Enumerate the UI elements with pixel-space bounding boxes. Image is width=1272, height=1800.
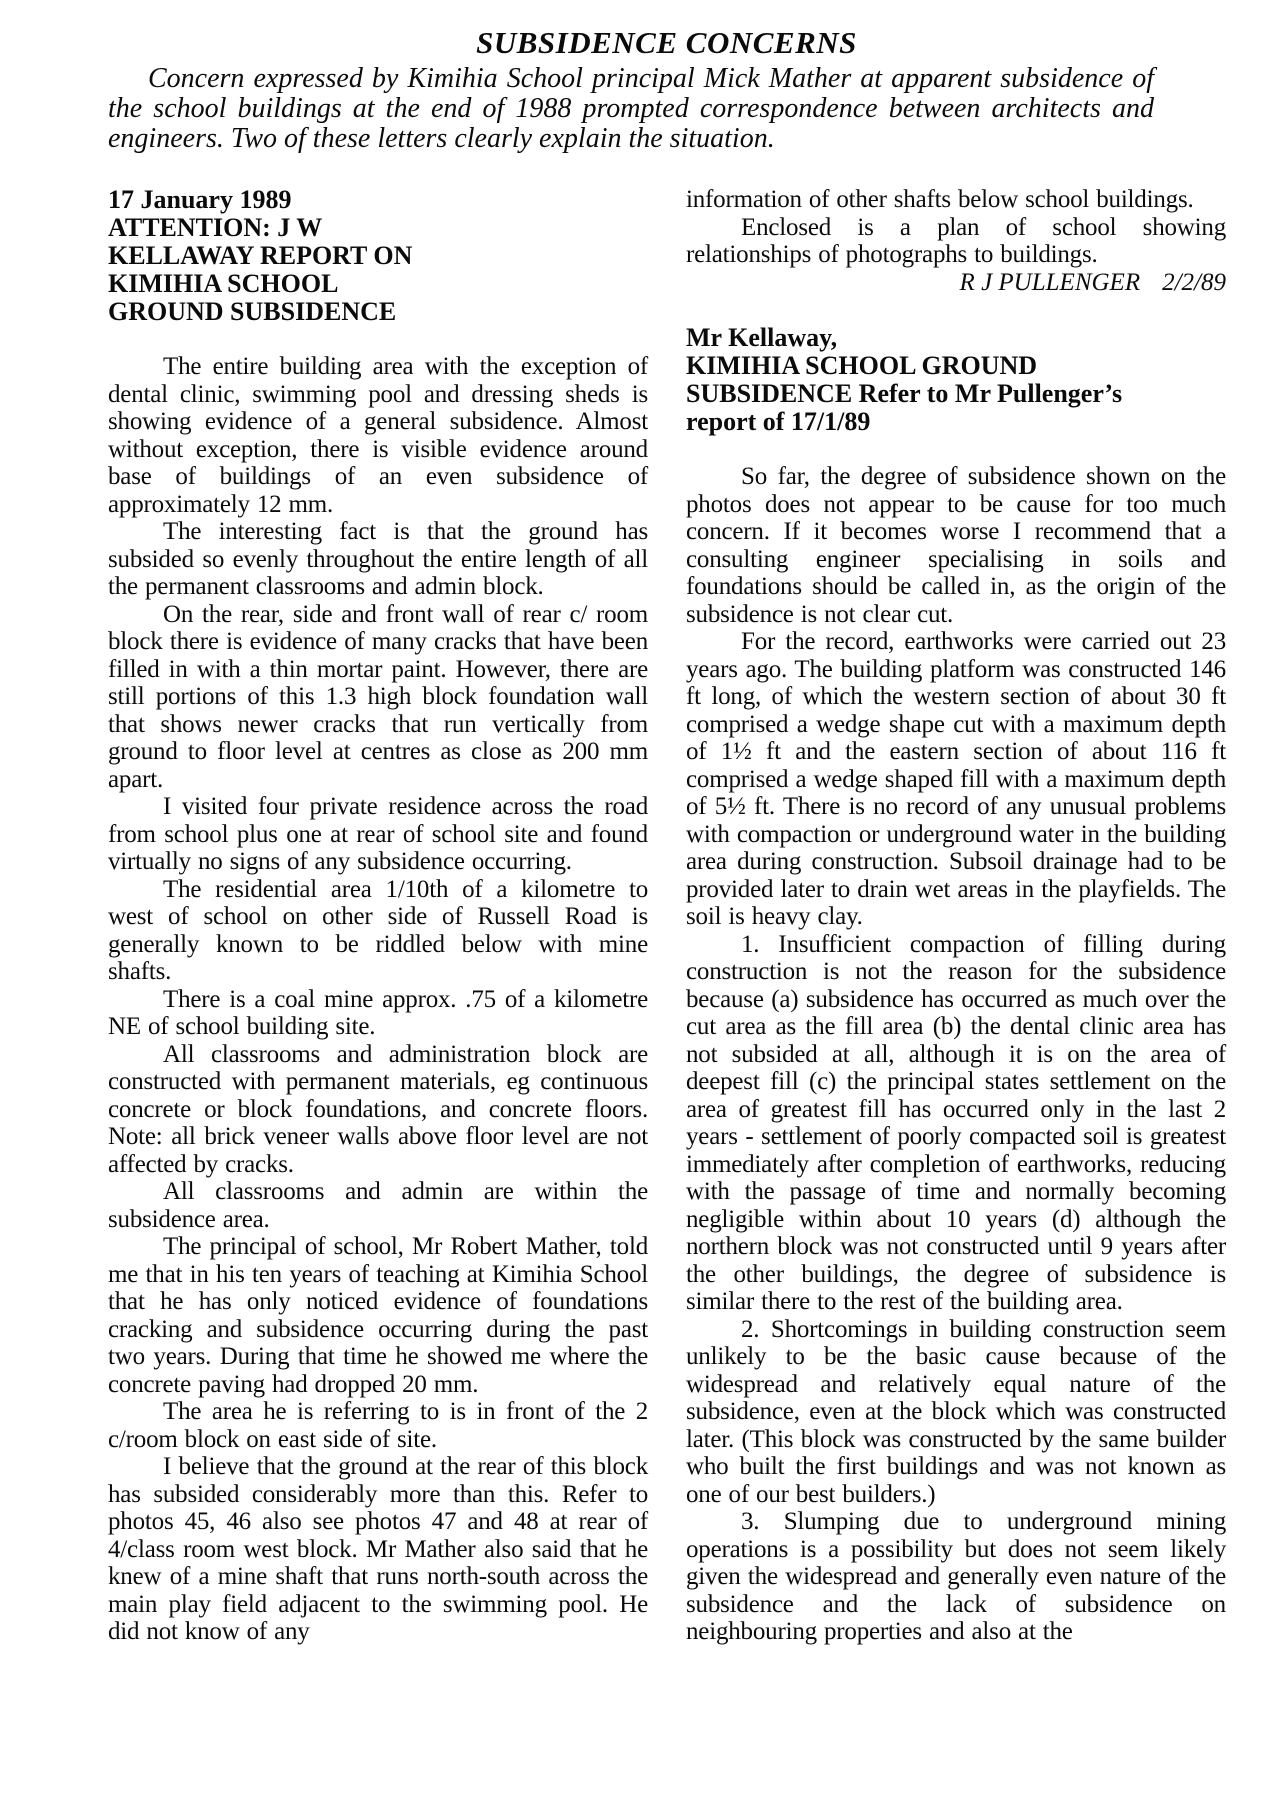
left-column [108, 186, 648, 1646]
letter1-heading [108, 186, 648, 326]
letter1-paragraph-3: On the rear, side and front wall of rear c/ room block there is evidence of many cracks that have been filled in with a thin mortar paint. However, there are still portions of this 1.3 high block foundation wall that shows newer cracks that run vertically from ground to floor level at centres as close as 200 mm apart. [108, 600, 648, 793]
letter1-paragraph-5: The residential area 1/10th of a kilometre to west of school on other side of Russell Road is generally known to be riddled below with mine shafts. [108, 875, 648, 985]
letter2-paragraph-4: 2. Shortcomings in building construction seem unlikely to be the basic cause because of the widespread and relatively equal nature of the subsidence, even at the block which was constructed later. (This block was constructed by the same builder who built the first buildings and was not known as one of our best builders.) [686, 1315, 1226, 1508]
letter2-paragraph-5: 3. Slumping due to underground mining operations is a possibility but does not seem likely given the widespread and generally even nature of the subsidence and the lack of subsidence on neighbouring properties and also at the [686, 1508, 1226, 1645]
letter1-paragraph-1: The entire building area with the exception of dental clinic, swimming pool and dressing sheds is showing evidence of a general subsidence. Almost without exception, there is visible evidence around base of buildings of an even subsidence of approximately 12 mm. [108, 353, 648, 518]
letter1-paragraph-2: The interesting fact is that the ground has subsided so evenly throughout the entire length of all the permanent classrooms and admin block. [108, 518, 648, 600]
letter1-paragraph-6: There is a coal mine approx. .75 of a kilometre NE of school building site. [108, 985, 648, 1040]
intro-paragraph: Concern expressed by Kimihia School principal Mick Mather at apparent subsidence of the school buildings at the end of 1988 prompted correspondence between architects and engineers. Two of these letters clearly explain the situation. [108, 63, 1154, 154]
letter2-heading-line-3: SUBSIDENCE Refer to Mr Pullenger’s [686, 379, 1123, 408]
right-column [686, 186, 1226, 1646]
letter1-paragraph-10: The area he is referring to is in front of the 2 c/room block on east side of site. [108, 1398, 648, 1453]
letter2-heading-line-4: report of 17/1/89 [686, 407, 871, 436]
letter2-heading [686, 324, 1226, 436]
signature-name: R J PULLENGER [959, 268, 1141, 296]
letter1-paragraph-4: I visited four private residence across the road from school plus one at rear of school site and found virtually no signs of any subsidence occurring. [108, 793, 648, 875]
letter1-heading-line-1: 17 January 1989 [108, 185, 292, 214]
letter1-paragraph-8: All classrooms and admin are within the subsidence area. [108, 1178, 648, 1233]
letter1-heading-line-2: ATTENTION: J W [108, 213, 323, 242]
letter2-heading-line-2: KIMIHIA SCHOOL GROUND [686, 351, 1038, 380]
letter2-paragraph-1: So far, the degree of subsidence shown on the photos does not appear to be cause for too much concern. If it becomes worse I recommend that a consulting engineer specialising in soils and foundations should be called in, as the origin of the subsidence is not clear cut. [686, 463, 1226, 628]
letter1-heading-line-3: KELLAWAY REPORT ON [108, 241, 413, 270]
two-column-layout [108, 186, 1225, 1646]
letter1-paragraph-11: I believe that the ground at the rear of this block has subsided considerably more than this. Refer to photos 45, 46 also see photos 47 and 48 at rear of 4/class room west block. Mr Mather also said that he knew of a mine shaft that runs north-south across the main play field adjacent to the swimming pool. He did not know of any [108, 1453, 648, 1645]
letter1-paragraph-9: The principal of school, Mr Robert Mather, told me that in his ten years of teaching at Kimihia School that he has only noticed evidence of foundations cracking and subsidence occurring during the past two years. During that time he showed me where the concrete paving had dropped 20 mm. [108, 1233, 648, 1398]
letter1-heading-line-4: KIMIHIA SCHOOL [108, 269, 339, 298]
letter1-heading-line-5: GROUND SUBSIDENCE [108, 297, 397, 326]
letter1-closing-paragraph: Enclosed is a plan of school showing relationships of photographs to buildings. [686, 213, 1226, 268]
letter1-continuation-paragraph: information of other shafts below school buildings. [686, 186, 1194, 213]
letter1-paragraph-7: All classrooms and administration block are constructed with permanent materials, eg continuous concrete or block foundations, and concrete floors. Note: all brick veneer walls above floor level are not affected by cracks. [108, 1040, 648, 1178]
letter2-paragraph-3: 1. Insufficient compaction of filling during construction is not the reason for the subsidence because (a) subsidence has occurred as much over the cut area as the fill area (b) the dental clinic area has not subsided at all, although it is on the area of deepest fill (c) the principal states settlement on the area of greatest fill has occurred only in the last 2 years - settlement of poorly compacted soil is greatest immediately after completion of earthworks, reducing with the passage of time and normally becoming negligible within about 10 years (d) although the northern block was not constructed until 9 years after the other buildings, the degree of subsidence is similar there to the rest of the building area. [686, 930, 1226, 1315]
page-title: SUBSIDENCE CONCERNS [476, 25, 857, 60]
letter1-signature-line [686, 269, 1226, 297]
letter2-heading-line-1: Mr Kellaway, [686, 323, 838, 352]
signature-date: 2/2/89 [1162, 268, 1226, 296]
letter2-paragraph-2: For the record, earthworks were carried out 23 years ago. The building platform was constructed 146 ft long, of which the western section of about 30 ft comprised a wedge shape cut with a maximum depth of 1½ ft and the eastern section of about 116 ft comprised a wedge shaped fill with a maximum depth of 5½ ft. There is no record of any unusual problems with compaction or underground water in the building area during construction. Subsoil drainage had to be provided later to drain wet areas in the playfields. The soil is heavy clay. [686, 628, 1226, 930]
